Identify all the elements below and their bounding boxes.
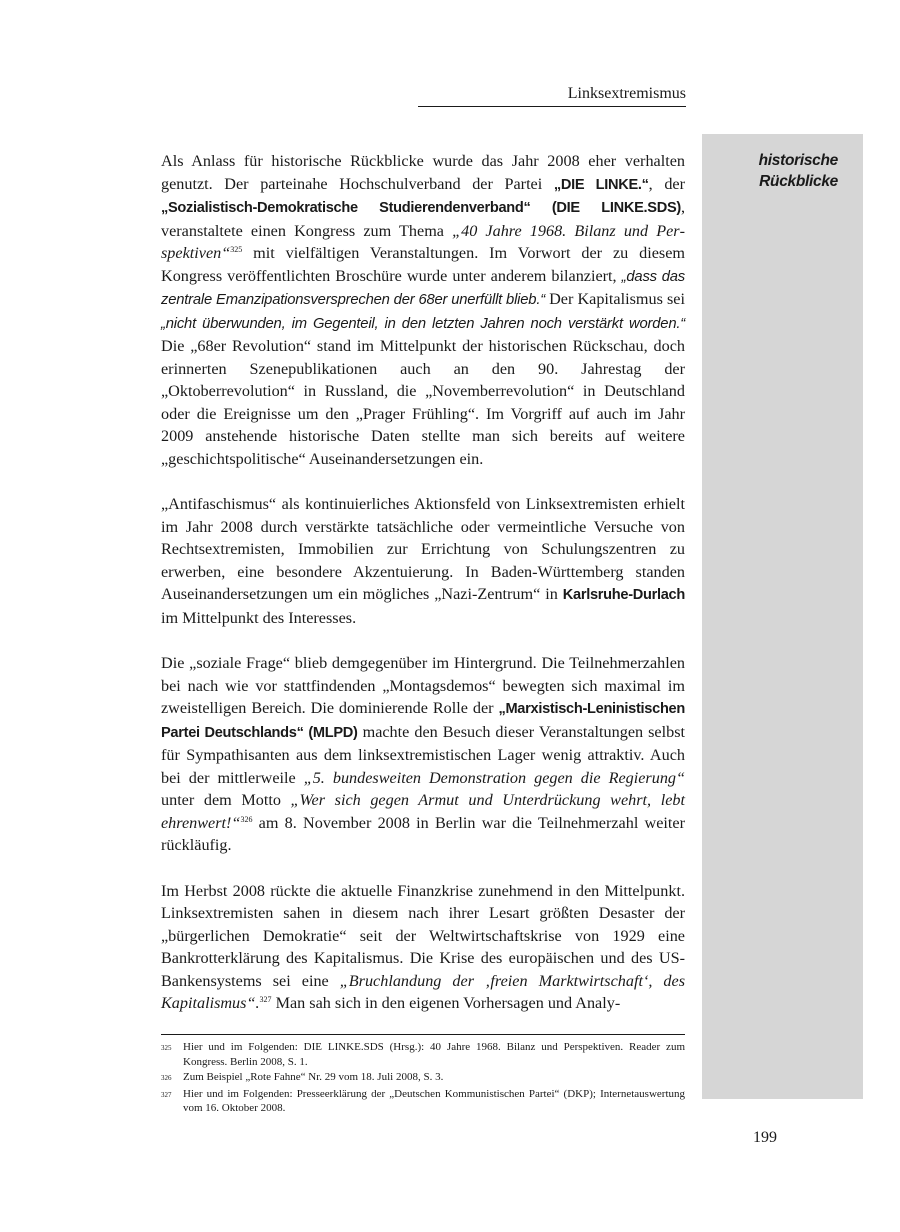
footnote-number: 327	[161, 1090, 172, 1099]
footnote-text: Hier und im Folgenden: Presseerklärung der „Deutschen Kommunistischen Partei“ (DKP); Internetauswertung vom 16. Oktober 2008.	[183, 1087, 685, 1114]
margin-band	[702, 134, 863, 1099]
footnote-ref-327: 327	[259, 995, 272, 1004]
footnote-number: 325	[161, 1044, 172, 1052]
footnote-326	[161, 1070, 685, 1086]
footnote-rule	[161, 1034, 685, 1035]
quote-emanzipation: „dass das zentrale Emanzipationsversprechen der 68er unerfüllt blieb.“	[161, 268, 686, 308]
text-run: am 8. November 2008 in Berlin war die Teilnehmerzahl weiter rückläufig.	[161, 813, 685, 854]
motto-quote: „Wer sich gegen Armut und Unterdrückung wehrt, lebt ehrenwert!“	[161, 791, 685, 832]
party-name-die-linke: „DIE LINKE.“	[553, 176, 649, 193]
footnote-ref-325: 325	[230, 245, 243, 254]
congress-title-quote: „40 Jahre 1968. Bilanz und Perspektiven“	[161, 221, 685, 262]
margin-note	[708, 150, 838, 192]
party-name-mlpd: „Marxistisch-Leninistischen Partei Deutschlands“ (MLPD)	[161, 701, 685, 741]
margin-note-line-1: historische	[758, 152, 838, 169]
footnote-327	[161, 1087, 685, 1116]
text-run: , veranstaltete einen Kongress zum Thema	[161, 198, 685, 240]
body-text	[161, 150, 685, 1038]
demo-title-quote: „5. bundesweiten Demonstration gegen die Regierung“	[303, 768, 686, 787]
text-run: Als Anlass für historische Rückblicke wurde das Jahr 2008 eher verhalten genutzt. Der parteinahe Hochschulverband der Partei	[161, 152, 685, 193]
text-run: Im Herbst 2008 rückte die aktuelle Finanzkrise zunehmend in den Mittelpunkt. Linksextremisten sahen in diesem nach ihrer Lesart größten Desaster der „bürgerlichen Demokratie“ seit der Weltwirtschaftskrise von 1929 eine Bankrotterklärung des Kapitalismus. Die Krise des europäischen und des US-Bankensystems sei eine	[161, 881, 685, 990]
org-name-sds: „Sozialistisch-Demokratische Studierendenverband“ (DIE LINKE.SDS)	[161, 200, 681, 216]
paragraph-3	[161, 652, 685, 857]
text-run: unter dem Motto	[161, 791, 291, 809]
paragraph-4	[161, 880, 685, 1015]
text-run: machte den Besuch dieser Veranstaltungen selbst für Sympathisanten aus dem linksextremistischen Lager wenig attraktiv. Auch bei der mittlerweile	[161, 722, 685, 787]
text-run: mit vielfältigen Veranstaltungen. Im Vorwort der zu diesem Kongress veröffentlichten Broschüre wurde unter anderem bilanziert,	[161, 244, 685, 285]
running-head-title: Linksextremismus	[567, 85, 686, 102]
footnote-text: Zum Beispiel „Rote Fahne“ Nr. 29 vom 18. Juli 2008, S. 3.	[183, 1071, 444, 1083]
margin-note-line-2: Rückblicke	[759, 173, 838, 190]
text-run: Man sah sich in den eigenen Vorhersagen und Analy-	[271, 994, 621, 1012]
header-rule	[418, 106, 686, 107]
footnote-ref-326: 326	[240, 814, 253, 824]
text-run: Die „soziale Frage“ blieb demgegenüber im Hintergrund. Die Teilnehmerzahlen bei nach wie vor stattfindenden „Montagsdemos“ bewegten sich maximal im zweistelligen Bereich. Die dominierende Rolle der	[161, 654, 685, 717]
paragraph-2	[161, 493, 685, 629]
footnote-text: Hier und im Folgenden: DIE LINKE.SDS (Hrsg.): 40 Jahre 1968. Bilanz und Perspektiven. Reader zum Kongress. Berlin 2008, S. 1.	[183, 1041, 685, 1068]
text-run: , der	[648, 174, 686, 193]
footnotes	[161, 1040, 685, 1117]
text-run: im Mittelpunkt des Interesses.	[161, 608, 357, 627]
footnote-number: 326	[161, 1074, 172, 1082]
text-run: „Antifaschismus“ als kontinuierliches Aktionsfeld von Linksextremisten erhielt im Jahr 2008 durch verstärkte tatsächliche oder vermeintliche Versuche von Rechtsextremisten, Immobilien zur Errichtung von Schulungszentren zu erwerben, eine besondere Akzentuierung. In Baden-Württemberg standen Auseinandersetzungen um ein mögliches „Nazi-Zentrum“ in	[161, 495, 685, 603]
place-name-karlsruhe-durlach: Karlsruhe-Durlach	[562, 587, 685, 603]
quote-bruchlandung: „Bruchlandung der ‚freien Marktwirtschaft‘, des Kapitalismus“.	[161, 971, 685, 1012]
footnote-325	[161, 1040, 685, 1069]
paragraph-1	[161, 150, 685, 470]
quote-kapitalismus: „nicht überwunden, im Gegenteil, in den letzten Jahren noch verstärkt worden.“	[161, 315, 685, 332]
text-run: Der Kapitalismus sei	[544, 290, 685, 308]
page-number: 199	[753, 1129, 777, 1146]
text-run: Die „68er Revolution“ stand im Mittelpunkt der historischen Rückschau, doch erinnerten Szenepublikationen auch an den 90. Jahrestag der „Oktoberrevolution“ in Russland, die „Novemberrevolution“ in Deutschland oder die Ereignisse um den „Prager Frühling“. Im Vorgriff auf auch im Jahr 2009 anstehende historische Daten stellte man sich bereits auf weitere „geschichtspolitische“ Auseinandersetzungen ein.	[161, 337, 685, 468]
